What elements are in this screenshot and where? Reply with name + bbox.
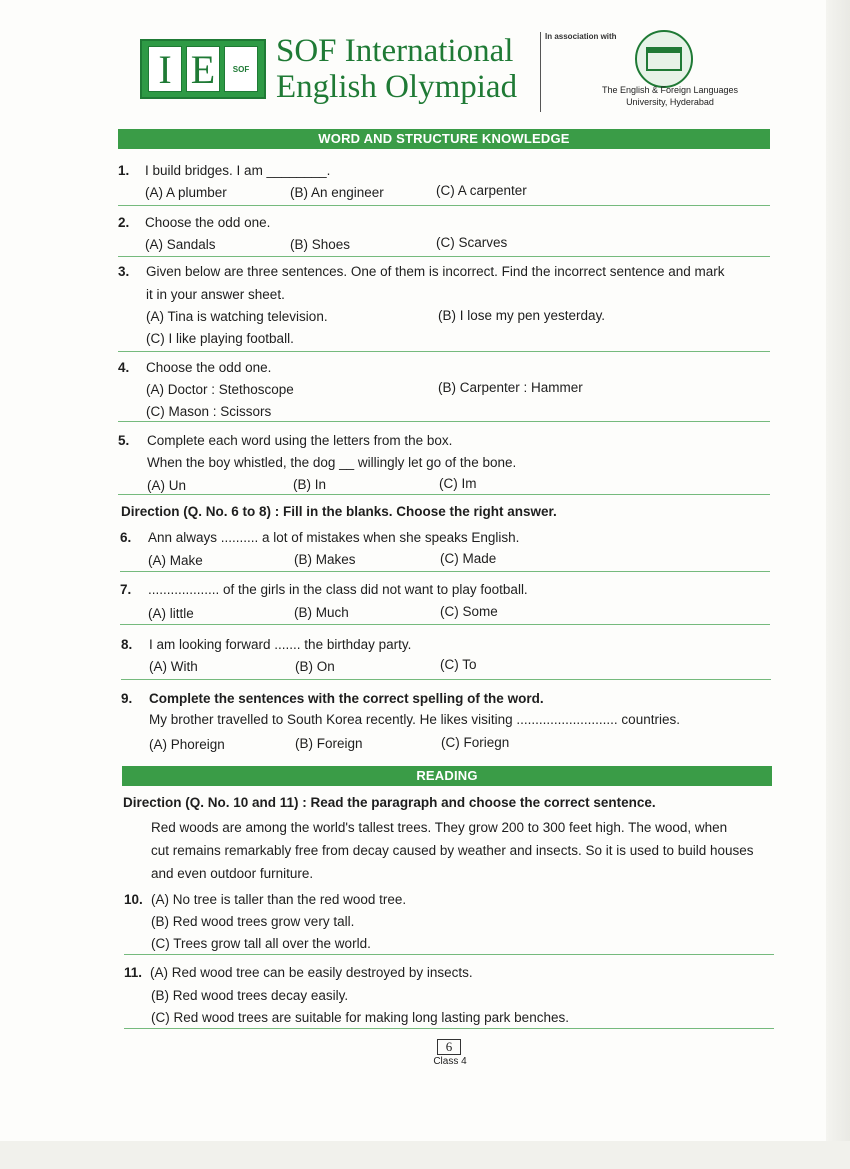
question-7 xyxy=(120,579,780,625)
option-a: (A) No tree is taller than the red wood tree. xyxy=(151,892,407,907)
partner-name: The English & Foreign Languages University, Hyderabad xyxy=(601,85,739,107)
direction-q6-8: Direction (Q. No. 6 to 8) : Fill in the blanks. Choose the right answer. xyxy=(121,504,557,519)
option-a: (A) Doctor : Stethoscope xyxy=(146,382,294,397)
option-b: (B) Foreign xyxy=(295,736,363,751)
question-divider xyxy=(121,679,771,680)
section-header-word-structure: WORD AND STRUCTURE KNOWLEDGE xyxy=(118,129,770,149)
question-divider xyxy=(118,205,770,206)
question-heading: Complete the sentences with the correct spelling of the word. xyxy=(149,691,544,706)
option-a: (A) Phoreign xyxy=(149,737,225,752)
section-header-reading: READING xyxy=(122,766,772,786)
option-c: (C) Im xyxy=(439,476,477,491)
question-text: Choose the odd one. xyxy=(146,360,272,375)
passage-line-1: Red woods are among the world's tallest trees. They grow 200 to 300 feet high. The wood, when xyxy=(151,820,728,835)
option-a: (A) Tina is watching television. xyxy=(146,309,328,324)
logo-letter-i: I xyxy=(148,46,182,92)
question-11 xyxy=(124,962,784,1030)
option-b: (B) I lose my pen yesterday. xyxy=(438,308,606,323)
option-b: (B) In xyxy=(293,477,327,492)
question-divider xyxy=(120,624,770,625)
association-label: In association with xyxy=(545,32,617,41)
question-8 xyxy=(121,634,781,680)
question-9 xyxy=(121,688,781,756)
question-3 xyxy=(118,261,778,351)
question-number: 4. xyxy=(118,360,130,375)
option-c: (C) To xyxy=(440,657,477,672)
option-c: (C) Some xyxy=(440,604,498,619)
option-b: (B) On xyxy=(295,659,335,674)
reading-passage xyxy=(151,816,781,886)
option-c: (C) Scarves xyxy=(436,235,508,250)
class-label: Class 4 xyxy=(433,1056,467,1067)
question-number: 7. xyxy=(120,582,132,597)
title-line-1: SOF International xyxy=(276,33,514,69)
question-divider xyxy=(124,1028,774,1029)
question-5 xyxy=(118,430,778,498)
question-4 xyxy=(118,357,778,425)
scan-bottom-edge xyxy=(0,1141,850,1169)
question-text: I build bridges. I am ________. xyxy=(145,163,331,178)
question-number: 8. xyxy=(121,637,133,652)
title-line-2: English Olympiad xyxy=(276,69,518,105)
direction-q10-11: Direction (Q. No. 10 and 11) : Read the paragraph and choose the correct sentence. xyxy=(123,795,656,810)
passage-line-2: cut remains remarkably free from decay caused by weather and insects. So it is used to build houses xyxy=(151,843,754,858)
option-a: (A) A plumber xyxy=(145,185,227,200)
question-number: 3. xyxy=(118,264,130,279)
option-c: (C) Made xyxy=(440,551,497,566)
question-number: 10. xyxy=(124,892,143,907)
question-number: 2. xyxy=(118,215,130,230)
question-number: 9. xyxy=(121,691,133,706)
question-divider xyxy=(118,494,770,495)
question-6 xyxy=(120,527,780,573)
option-a: (A) With xyxy=(149,659,198,674)
question-divider xyxy=(120,571,770,572)
passage-line-3: and even outdoor furniture. xyxy=(151,866,314,881)
option-a: (A) Make xyxy=(148,553,203,568)
option-b: (B) Shoes xyxy=(290,237,351,252)
option-b: (B) An engineer xyxy=(290,185,384,200)
header xyxy=(140,28,780,118)
question-number: 6. xyxy=(120,530,132,545)
question-number: 5. xyxy=(118,433,130,448)
question-divider xyxy=(118,256,770,257)
question-10 xyxy=(124,889,784,957)
question-text: ................... of the girls in the class did not want to play football. xyxy=(148,582,528,597)
question-text-line-2: When the boy whistled, the dog __ willingly let go of the bone. xyxy=(147,455,517,470)
question-text: I am looking forward ....... the birthday party. xyxy=(149,637,412,652)
question-text-line-2: it in your answer sheet. xyxy=(146,287,285,302)
question-text: My brother travelled to South Korea recently. He likes visiting ........................... countries. xyxy=(149,712,680,727)
option-c: (C) A carpenter xyxy=(436,183,527,198)
olympiad-title xyxy=(276,33,517,105)
question-text: Ann always .......... a lot of mistakes when she speaks English. xyxy=(148,530,520,545)
question-number: 11. xyxy=(124,965,143,980)
question-divider xyxy=(118,421,770,422)
question-number: 1. xyxy=(118,163,130,178)
option-b: (B) Much xyxy=(294,605,349,620)
option-a: (A) Un xyxy=(147,478,187,493)
scan-edge xyxy=(826,0,850,1169)
question-text-line-1: Complete each word using the letters from the box. xyxy=(147,433,453,448)
question-divider xyxy=(124,954,774,955)
question-text-line-1: Given below are three sentences. One of them is incorrect. Find the incorrect sentence and mark xyxy=(146,264,725,279)
option-c: (C) Trees grow tall all over the world. xyxy=(151,936,371,951)
question-2 xyxy=(118,212,778,258)
option-a: (A) Sandals xyxy=(145,237,216,252)
ieo-logo xyxy=(140,39,266,99)
page-number: 6 xyxy=(437,1039,461,1055)
option-b: (B) Red wood trees decay easily. xyxy=(151,988,349,1003)
question-1 xyxy=(118,160,778,206)
logo-sof-bulb: SOF xyxy=(224,46,258,92)
option-a: (A) little xyxy=(148,606,194,621)
option-c: (C) Red wood trees are suitable for making long lasting park benches. xyxy=(151,1010,569,1025)
option-b: (B) Red wood trees grow very tall. xyxy=(151,914,355,929)
question-text: Choose the odd one. xyxy=(145,215,271,230)
option-b: (B) Makes xyxy=(294,552,356,567)
question-divider xyxy=(118,351,770,352)
university-seal-icon xyxy=(635,30,693,88)
option-c: (C) I like playing football. xyxy=(146,331,294,346)
logo-letter-e: E xyxy=(186,46,220,92)
option-b: (B) Carpenter : Hammer xyxy=(438,380,583,395)
header-divider xyxy=(540,32,541,112)
option-a: (A) Red wood tree can be easily destroyed by insects. xyxy=(150,965,473,980)
option-c: (C) Foriegn xyxy=(441,735,510,750)
option-c: (C) Mason : Scissors xyxy=(146,404,272,419)
